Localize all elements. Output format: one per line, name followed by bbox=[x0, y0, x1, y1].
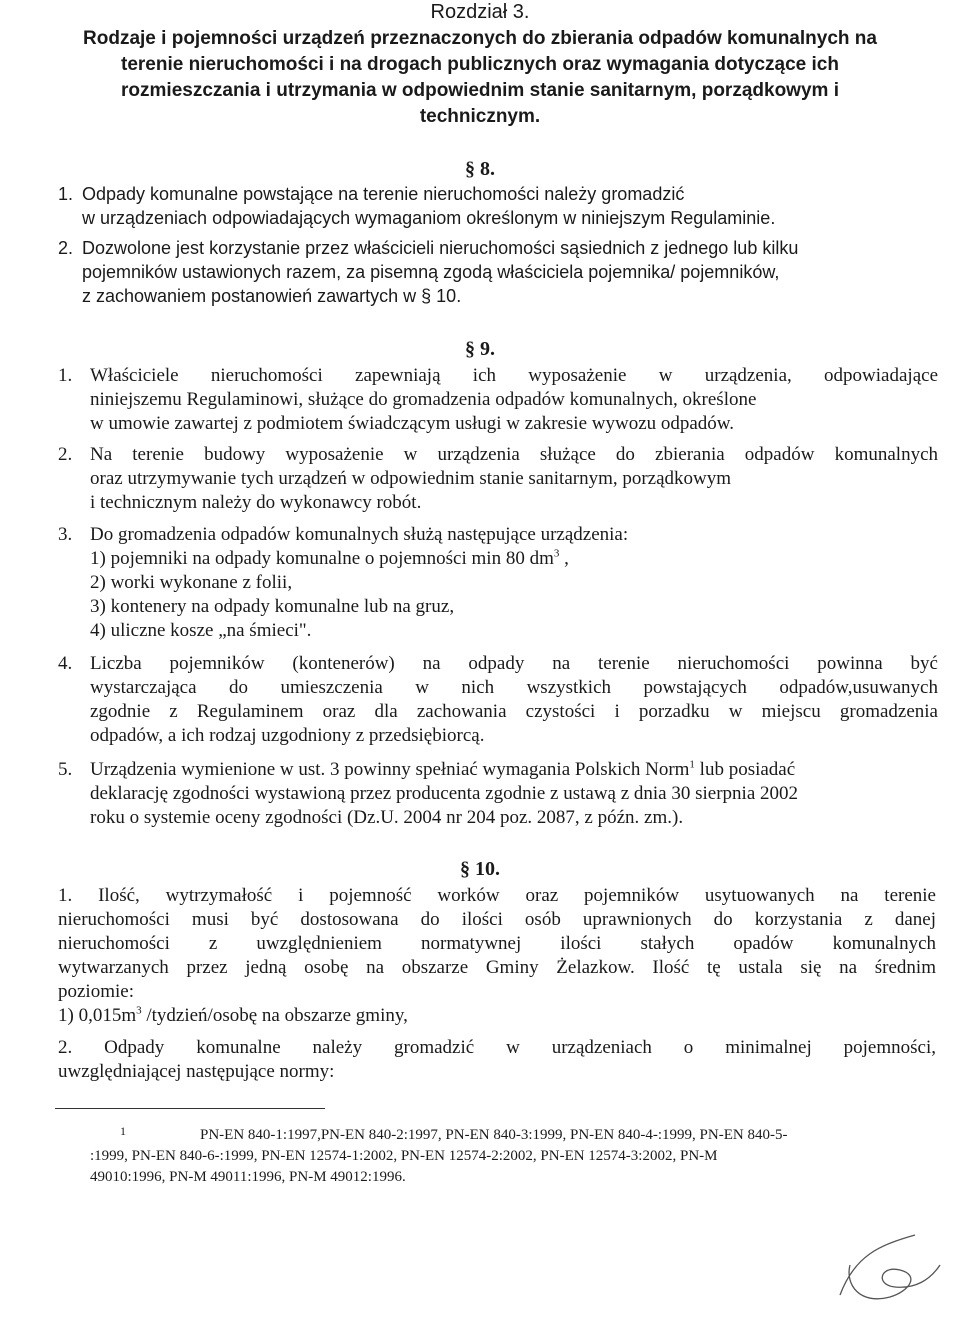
title-line: terenie nieruchomości i na drogach publicznych oraz wymagania dotyczące ich bbox=[121, 54, 839, 75]
item-line: roku o systemie oceny zgodności (Dz.U. 2004 nr 204 poz. 2087, z późn. zm.). bbox=[90, 807, 684, 828]
item-line-part: lub posiadać bbox=[694, 759, 796, 780]
footnote-line: :1999, PN-EN 840-6-:1999, PN-EN 12574-1:2002, PN-EN 12574-2:2002, PN-EN 12574-3:2002, PN-M bbox=[90, 1148, 718, 1164]
sub-item-number: 3) bbox=[90, 596, 106, 617]
item-number: 2. bbox=[58, 238, 74, 258]
sub-item-tail: , bbox=[559, 548, 569, 569]
item-number: 2. bbox=[58, 444, 73, 465]
s10-paragraph-2 bbox=[58, 1036, 936, 1084]
item-line: poziomie: bbox=[58, 981, 134, 1002]
section-8-heading: § 8. bbox=[465, 158, 495, 180]
item-number: 4. bbox=[58, 653, 73, 674]
sub-item-text: kontenery na odpady komunalne lub na gruz, bbox=[110, 596, 455, 617]
item-line: Na terenie budowy wyposażenie w urządzenia służące do zbierania odpadów komunalnych bbox=[90, 444, 938, 465]
superscript: 3 bbox=[136, 1004, 142, 1017]
item-line-part: Urządzenia wymienione w ust. 3 powinny spełniać wymagania Polskich Norm bbox=[90, 759, 690, 780]
item-line: z zachowaniem postanowień zawartych w § 10. bbox=[82, 286, 462, 306]
item-line: wytwarzanych przez jedną osobę na obszarze Gminy Żelazkow. Ilość tę ustala się na średnim bbox=[58, 957, 936, 978]
sub-item-text: 1) 0,015m bbox=[58, 1005, 137, 1026]
item-line: wystarczająca do umieszczenia w nich wszystkich powstających odpadów,usuwanych bbox=[90, 677, 938, 698]
item-number: 5. bbox=[58, 759, 73, 780]
item-number: 1. bbox=[58, 365, 73, 386]
s9-item-1 bbox=[58, 364, 938, 436]
footnote-mark: 1 bbox=[120, 1124, 126, 1138]
superscript: 3 bbox=[553, 547, 560, 560]
item-line: Właściciele nieruchomości zapewniają ich wyposażenie w urządzenia, odpowiadające bbox=[90, 365, 938, 386]
item-line: w urządzeniach odpowiadających wymaganiom określonym w niniejszym Regulaminie. bbox=[82, 208, 776, 228]
sub-item bbox=[90, 619, 938, 643]
sub-item-number: 1) bbox=[90, 548, 106, 569]
footnote-separator bbox=[55, 1108, 325, 1109]
title-line: technicznym. bbox=[419, 106, 541, 127]
section-9-heading: § 9. bbox=[465, 338, 495, 360]
item-line bbox=[90, 758, 938, 782]
s9-item-4 bbox=[58, 652, 938, 748]
sub-item-text: pojemniki na odpady komunalne o pojemności min 80 dm bbox=[110, 548, 554, 569]
item-line: nieruchomości z uwzględnieniem normatywnej ilości stałych opadów komunalnych bbox=[58, 933, 936, 954]
s8-item-2 bbox=[58, 236, 928, 308]
item-line: Dozwolone jest korzystanie przez właścicieli nieruchomości sąsiednich z jednego lub kilku bbox=[82, 238, 799, 258]
item-number: 3. bbox=[58, 524, 73, 545]
sub-item bbox=[90, 571, 938, 595]
item-line: deklarację zgodności wystawioną przez producenta zgodnie z ustawą z dnia 30 sierpnia 2002 bbox=[90, 783, 799, 804]
item-line: pojemników ustawionych razem, za pisemną zgodą właściciela pojemnika/ pojemników, bbox=[82, 262, 780, 282]
s8-item-1 bbox=[58, 182, 918, 230]
footnote-line: PN-EN 840-1:1997,PN-EN 840-2:1997, PN-EN 840-3:1999, PN-EN 840-4-:1999, PN-EN 840-5- bbox=[200, 1127, 788, 1143]
item-line: Odpady komunalne powstające na terenie nieruchomości należy gromadzić bbox=[82, 184, 685, 204]
s9-item-5 bbox=[58, 758, 938, 830]
item-line: Liczba pojemników (kontenerów) na odpady na terenie nieruchomości powinna być bbox=[90, 653, 938, 674]
s9-item-2 bbox=[58, 443, 938, 515]
footnote bbox=[90, 1125, 930, 1188]
item-line: niniejszemu Regulaminowi, służące do gromadzenia odpadów komunalnych, określone bbox=[90, 389, 757, 410]
sub-item bbox=[58, 1004, 936, 1028]
sub-item-tail: /tydzień/osobę na obszarze gminy, bbox=[141, 1005, 408, 1026]
item-line: i technicznym należy do wykonawcy robót. bbox=[90, 492, 422, 513]
s9-item-3 bbox=[58, 523, 938, 643]
sub-item-text: worki wykonane z folii, bbox=[110, 572, 293, 593]
sub-item-text: uliczne kosze „na śmieci". bbox=[110, 620, 312, 641]
title-line: Rodzaje i pojemności urządzeń przeznaczonych do zbierania odpadów komunalnych na bbox=[83, 28, 877, 49]
item-number: 1. bbox=[58, 184, 74, 204]
item-line: 1. Ilość, wytrzymałość i pojemność worków oraz pojemników usytuowanych na terenie bbox=[58, 885, 936, 906]
item-line: w umowie zawartej z podmiotem świadczącym usługi w zakresie wywozu odpadów. bbox=[90, 413, 735, 434]
sub-item-number: 2) bbox=[90, 572, 106, 593]
sub-item-number: 4) bbox=[90, 620, 106, 641]
footnote-line: 49010:1996, PN-M 49011:1996, PN-M 49012:1996. bbox=[90, 1169, 406, 1185]
item-line: zgodnie z Regulaminem oraz dla zachowania czystości i porzadku w miejscu gromadzenia bbox=[90, 701, 938, 722]
section-10-heading: § 10. bbox=[460, 858, 500, 880]
footnote-ref: 1 bbox=[689, 758, 695, 771]
signature bbox=[820, 1225, 950, 1315]
chapter-label: Rozdział 3. bbox=[430, 1, 530, 23]
chapter-title bbox=[60, 26, 900, 130]
title-line: rozmieszczania i utrzymania w odpowiednim stanie sanitarnym, porządkowym i bbox=[121, 80, 839, 101]
sub-item bbox=[90, 595, 938, 619]
s10-paragraph-1 bbox=[58, 884, 936, 1028]
item-line: Do gromadzenia odpadów komunalnych służą następujące urządzenia: bbox=[90, 524, 629, 545]
sub-item bbox=[90, 547, 938, 571]
item-line: 2. Odpady komunalne należy gromadzić w urządzeniach o minimalnej pojemności, bbox=[58, 1037, 936, 1058]
item-line: nieruchomości musi być dostosowana do ilości osób uprawnionych do korzystania z danej bbox=[58, 909, 936, 930]
item-line: odpadów, a ich rodzaj uzgodniony z przedsiębiorcą. bbox=[90, 725, 485, 746]
item-line: oraz utrzymywanie tych urządzeń w odpowiednim stanie sanitarnym, porządkowym bbox=[90, 468, 732, 489]
item-line: uwzględniającej następujące normy: bbox=[58, 1061, 335, 1082]
